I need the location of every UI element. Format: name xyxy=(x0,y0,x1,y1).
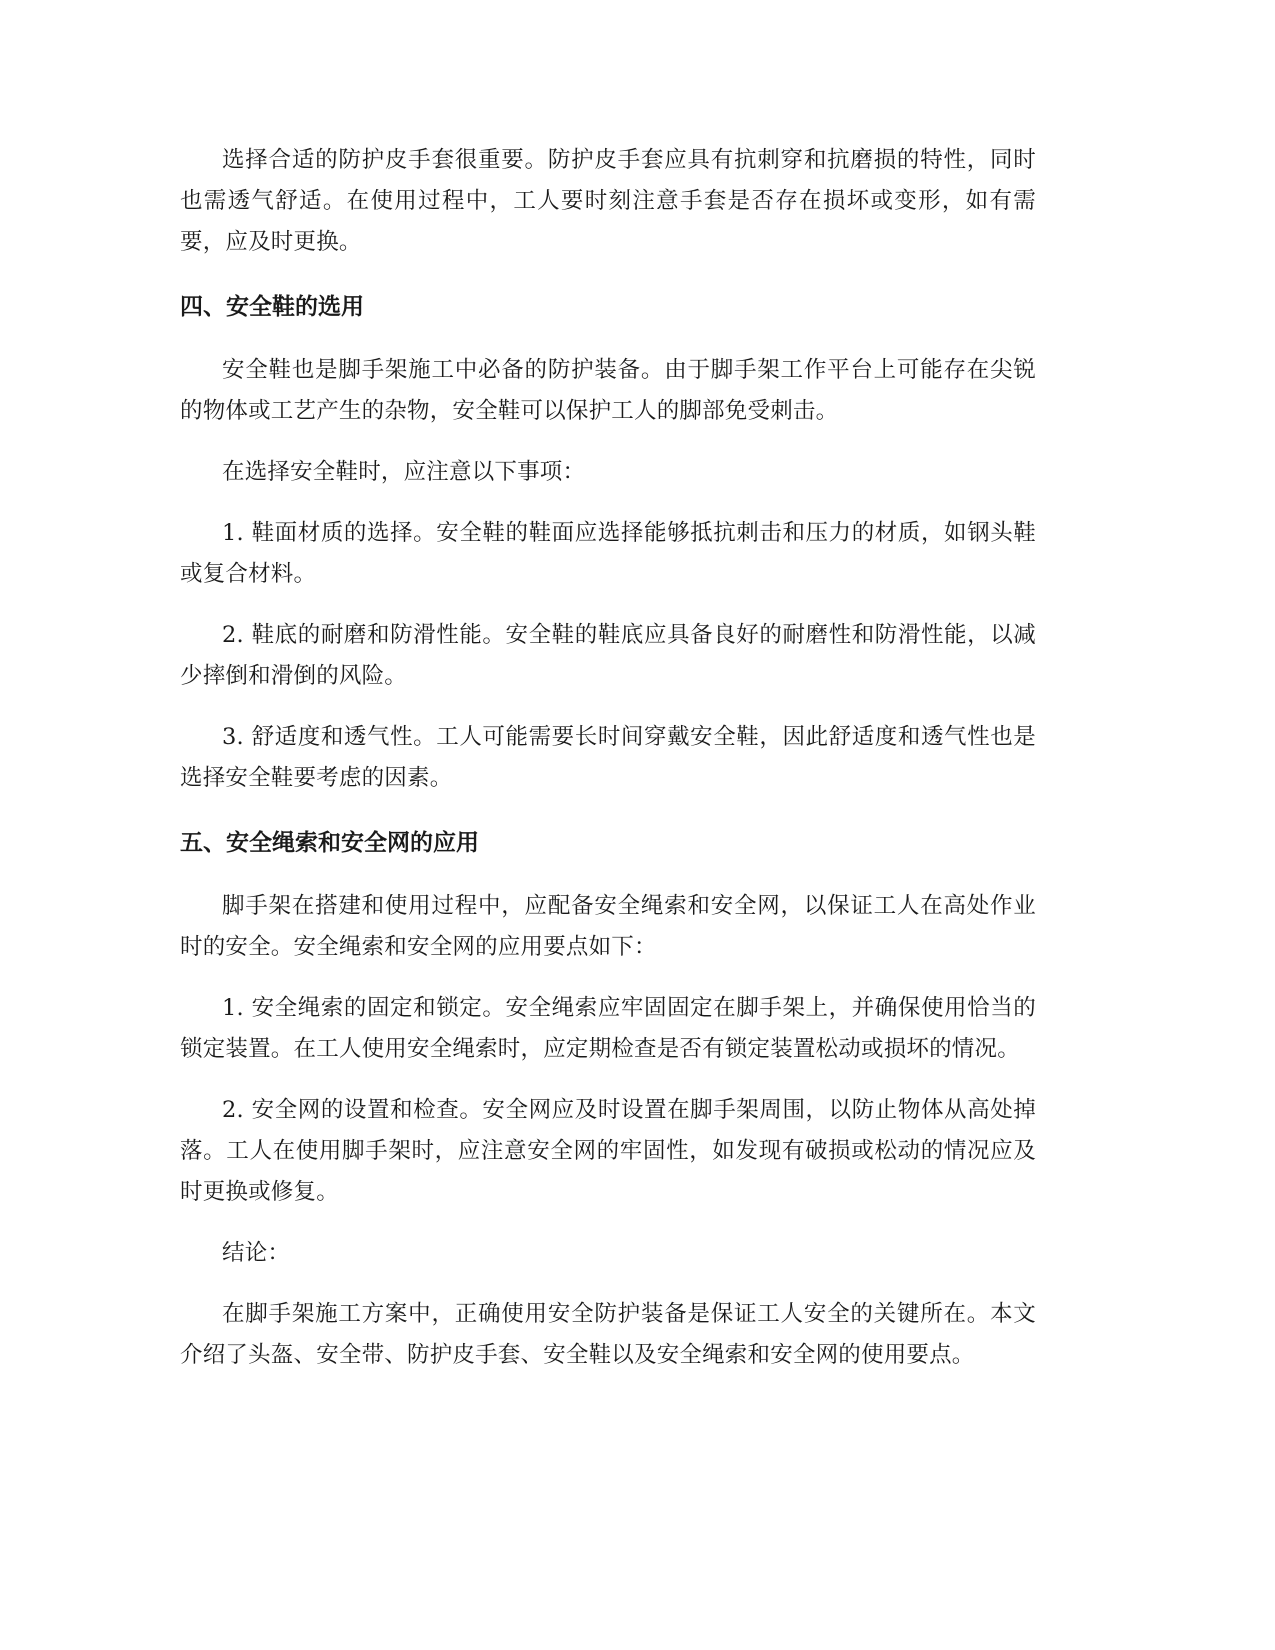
list-item-shoe-comfort: 3. 舒适度和透气性。工人可能需要长时间穿戴安全鞋，因此舒适度和透气性也是选择安全鞋要考虑的因素。 xyxy=(180,724,1036,791)
paragraph-conclusion: 在脚手架施工方案中，正确使用安全防护装备是保证工人安全的关键所在。本文介绍了头盔、安全带、防护皮手套、安全鞋以及安全绳索和安全网的使用要点。 xyxy=(180,1301,1036,1368)
paragraph-shoes-intro: 安全鞋也是脚手架施工中必备的防护装备。由于脚手架工作平台上可能存在尖锐的物体或工艺产生的杂物，安全鞋可以保护工人的脚部免受刺击。 xyxy=(180,357,1036,424)
section-heading-ropes-nets: 五、安全绳索和安全网的应用 xyxy=(180,830,479,856)
list-item-net-setup: 2. 安全网的设置和检查。安全网应及时设置在脚手架周围，以防止物体从高处掉落。工人在使用脚手架时，应注意安全网的牢固性，如发现有破损或松动的情况应及时更换或修复。 xyxy=(180,1097,1036,1205)
section-heading-safety-shoes: 四、安全鞋的选用 xyxy=(180,294,364,320)
paragraph-ropes-intro: 脚手架在搭建和使用过程中，应配备安全绳索和安全网，以保证工人在高处作业时的安全。安全绳索和安全网的应用要点如下： xyxy=(180,893,1036,960)
document-body xyxy=(180,140,1036,1396)
paragraph-shoes-notes: 在选择安全鞋时，应注意以下事项： xyxy=(222,459,586,485)
list-item-rope-fixing: 1. 安全绳索的固定和锁定。安全绳索应牢固固定在脚手架上，并确保使用恰当的锁定装置。在工人使用安全绳索时，应定期检查是否有锁定装置松动或损坏的情况。 xyxy=(180,995,1036,1062)
conclusion-label: 结论： xyxy=(222,1240,291,1266)
paragraph-gloves-selection: 选择合适的防护皮手套很重要。防护皮手套应具有抗刺穿和抗磨损的特性，同时也需透气舒适。在使用过程中，工人要时刻注意手套是否存在损坏或变形，如有需要，应及时更换。 xyxy=(180,147,1036,255)
list-item-shoe-sole: 2. 鞋底的耐磨和防滑性能。安全鞋的鞋底应具备良好的耐磨性和防滑性能，以减少摔倒和滑倒的风险。 xyxy=(180,622,1036,689)
list-item-shoe-upper: 1. 鞋面材质的选择。安全鞋的鞋面应选择能够抵抗刺击和压力的材质，如钢头鞋或复合材料。 xyxy=(180,520,1036,587)
